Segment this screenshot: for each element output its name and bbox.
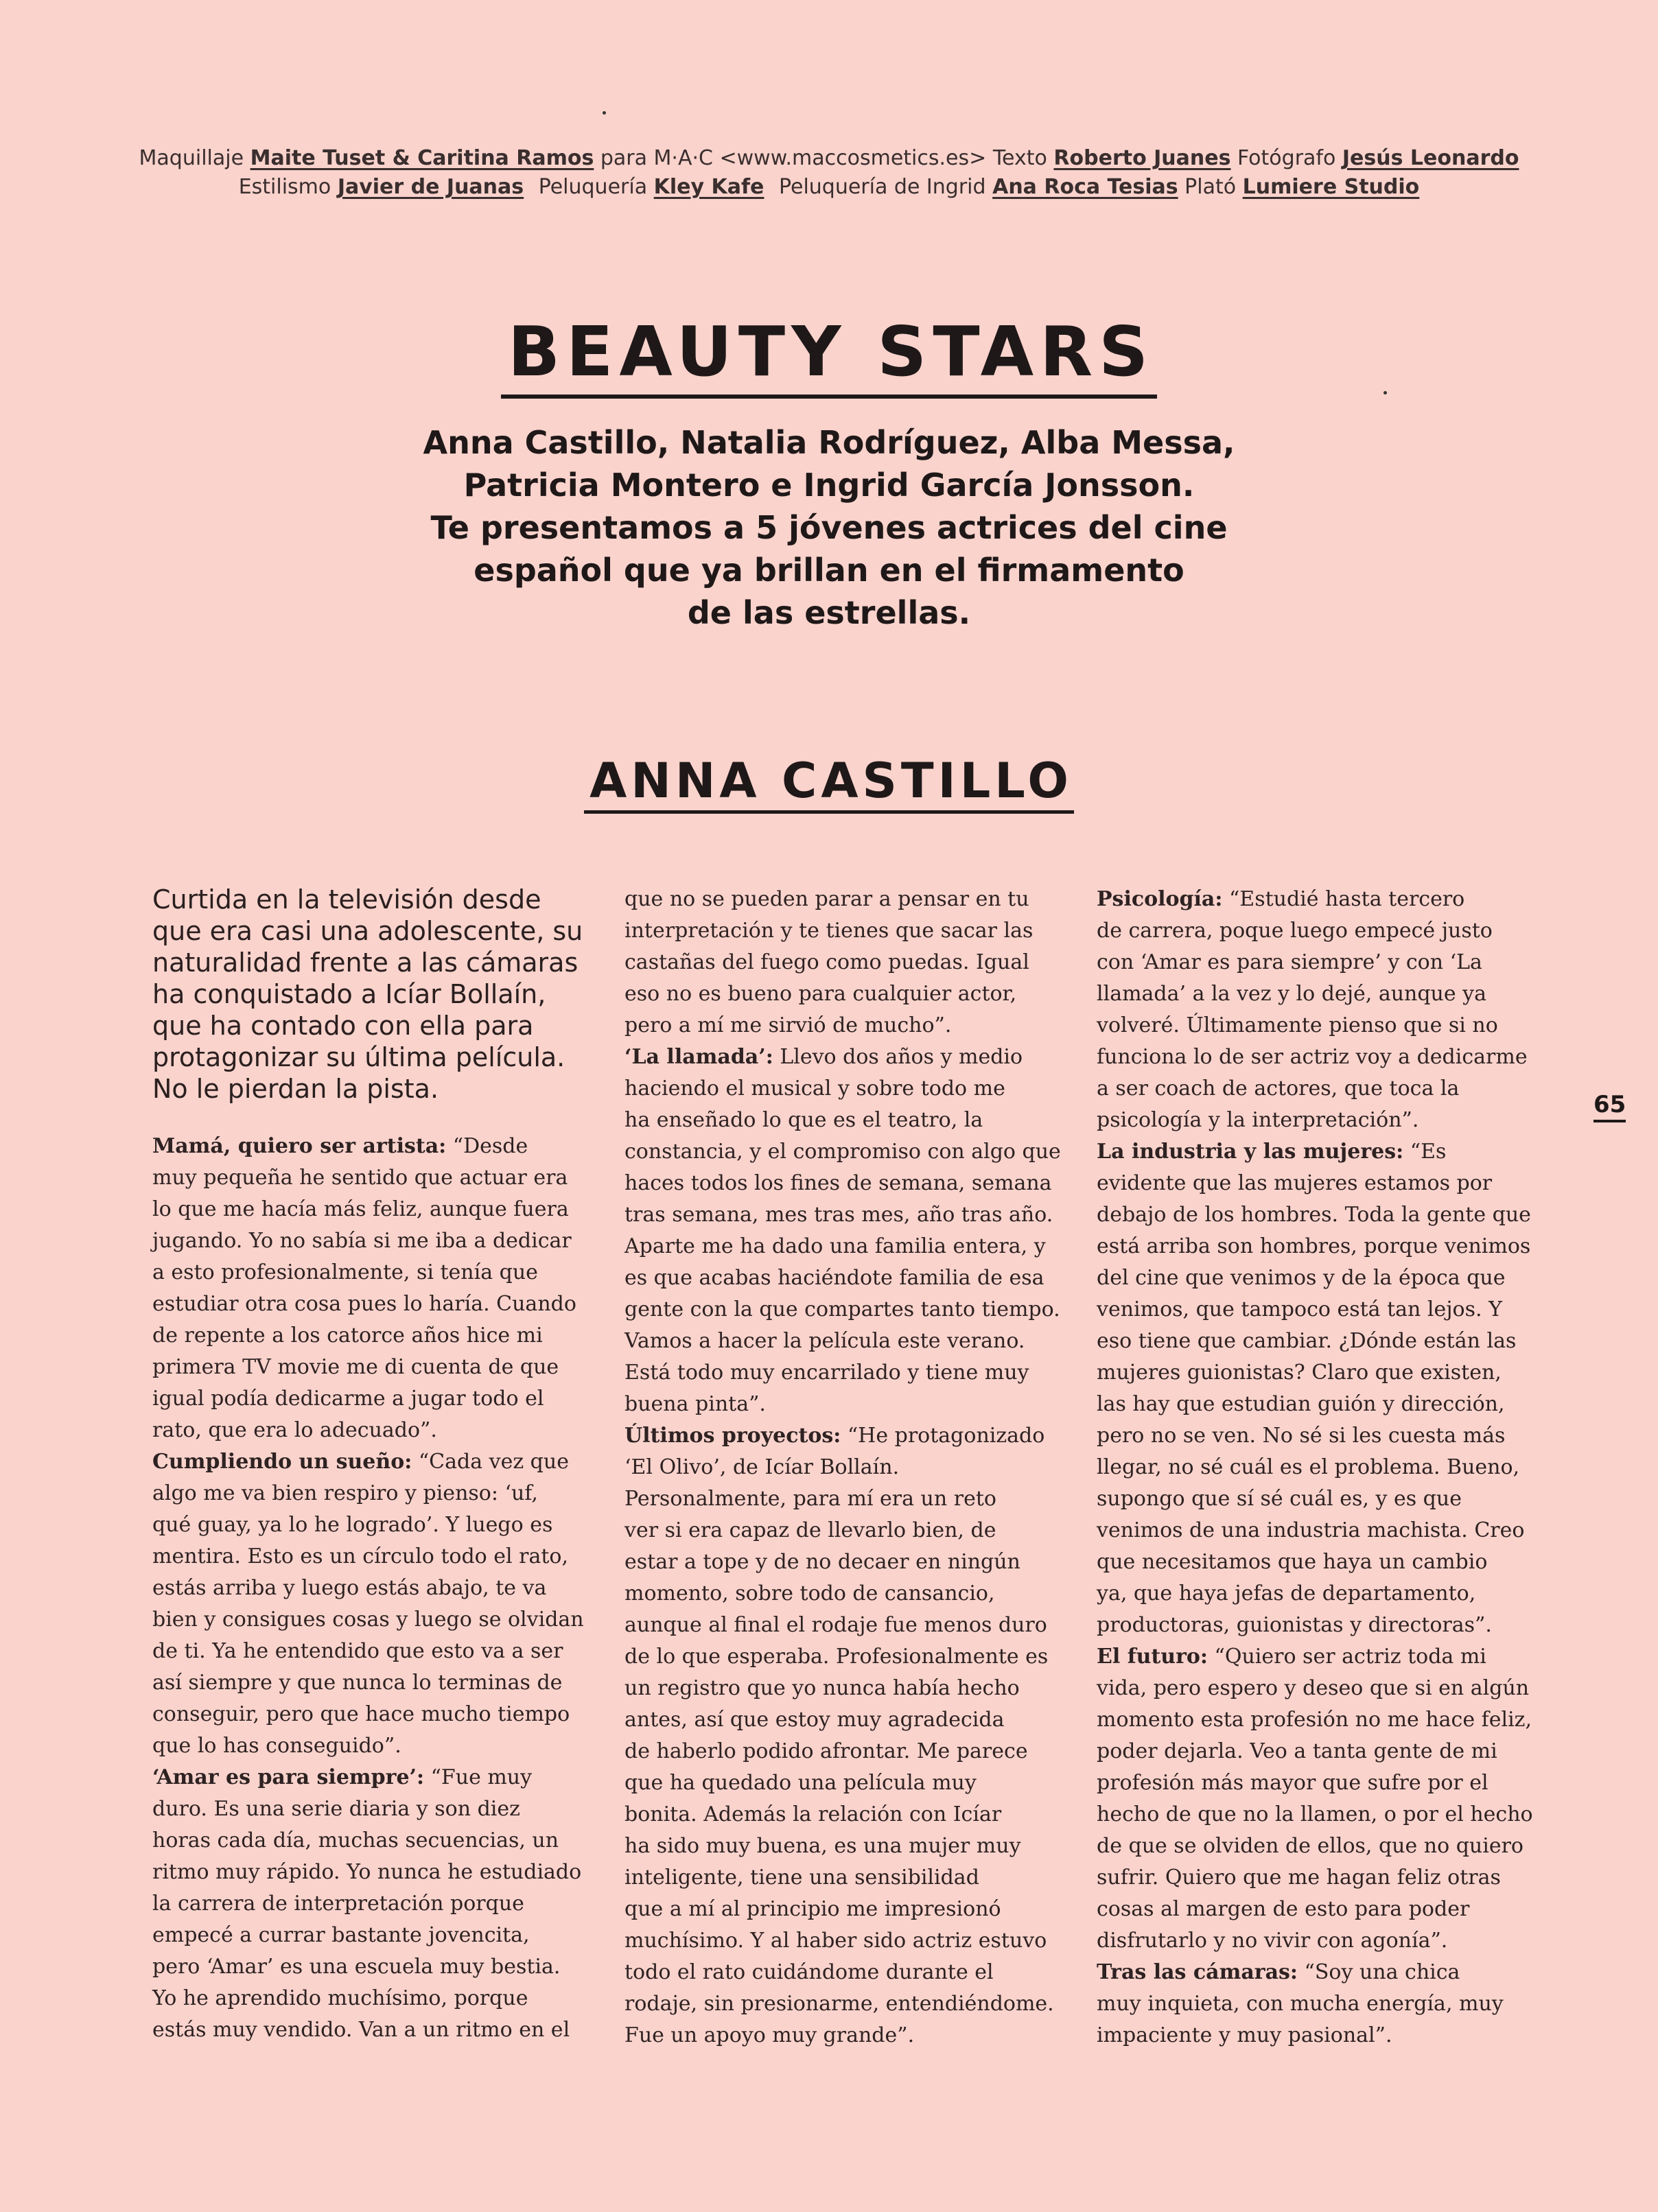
body-line: estás muy vendido. Van a un ritmo en el	[152, 2018, 570, 2042]
body-line: venimos, que tampoco está tan lejos. Y	[1097, 1297, 1502, 1321]
subheading: Tras las cámaras:	[1097, 1960, 1298, 1984]
body-line: poder dejarla. Veo a tanta gente de mi	[1097, 1739, 1497, 1763]
body-line: debajo de los hombres. Toda la gente que	[1097, 1203, 1531, 1227]
body-line: pero a mí me sirvió de mucho”.	[624, 1013, 952, 1037]
set-name: Lumiere Studio	[1242, 175, 1420, 199]
body-line: productoras, guionistas y directoras”.	[1097, 1613, 1492, 1637]
body-line: algo me va bien respiro y pienso: ‘uf,	[152, 1481, 538, 1505]
body-line: de haberlo podido afrontar. Me parece	[624, 1739, 1028, 1763]
body-line: que lo has conseguido”.	[152, 1734, 401, 1758]
intro-line: de las estrellas.	[687, 594, 971, 631]
body-line: volveré. Últimamente pienso que si no	[1097, 1013, 1498, 1037]
body-line: duro. Es una serie diaria y son diez	[152, 1797, 520, 1821]
body-line: estar a tope y de no decaer en ningún	[624, 1550, 1020, 1574]
body-line: aunque al final el rodaje fue menos duro	[624, 1613, 1047, 1637]
body-line: llegar, no sé cuál es el problema. Bueno,	[1097, 1455, 1520, 1479]
body-line: a esto profesionalmente, si tenía que	[152, 1260, 538, 1284]
body-line: cosas al margen de esto para poder	[1097, 1897, 1470, 1921]
body-line: rato, que era lo adecuado”.	[152, 1418, 437, 1442]
hair-ingrid-name: Ana Roca Tesias	[992, 175, 1178, 199]
body-line: interpretación y te tienes que sacar las	[624, 919, 1034, 943]
body-line: empecé a currar bastante jovencita,	[152, 1923, 530, 1947]
body-line: antes, así que estoy muy agradecida	[624, 1708, 1005, 1732]
body-line: vida, pero espero y deseo que si en algún	[1097, 1676, 1530, 1700]
body-line: Cumpliendo un sueño: “Cada vez que	[152, 1450, 569, 1474]
body-line: un registro que yo nunca había hecho	[624, 1676, 1020, 1700]
body-line: jugando. Yo no sabía si me iba a dedicar	[152, 1229, 572, 1253]
hair-ingrid-label: Peluquería de Ingrid	[778, 175, 986, 199]
body-line: que no se pueden parar a pensar en tu	[624, 887, 1029, 911]
body-line: muy pequeña he sentido que actuar era	[152, 1166, 568, 1190]
body-line: eso tiene que cambiar. ¿Dónde están las	[1097, 1329, 1517, 1353]
subheading: Psicología:	[1097, 887, 1223, 911]
body-line: la carrera de interpretación porque	[152, 1892, 524, 1916]
body-line: qué guay, ya lo he logrado’. Y luego es	[152, 1513, 553, 1537]
credits-line-2	[0, 173, 1658, 202]
lead-paragraph	[152, 884, 583, 1105]
intro-line: Te presentamos a 5 jóvenes actrices del cine	[430, 509, 1228, 546]
body-line: buena pinta”.	[624, 1392, 766, 1416]
lead-line: protagonizar su última película.	[152, 1042, 565, 1072]
photo-label: Fotógrafo	[1237, 146, 1336, 170]
body-line: Fue un apoyo muy grande”.	[624, 2023, 915, 2047]
body-line: horas cada día, muchas secuencias, un	[152, 1828, 559, 1852]
intro-line: Patricia Montero e Ingrid García Jonsson.	[463, 467, 1195, 504]
body-line: impaciente y muy pasional”.	[1097, 2023, 1392, 2047]
body-line: pero no se ven. No sé si les cuesta más	[1097, 1424, 1506, 1448]
body-line: tras semana, mes tras mes, año tras año.	[624, 1203, 1053, 1227]
body-line: todo el rato cuidándome durante el	[624, 1960, 994, 1984]
body-line: muchísimo. Y al haber sido actriz estuvo	[624, 1929, 1047, 1953]
body-line: bien y consigues cosas y luego se olvidan	[152, 1608, 584, 1632]
body-line: a ser coach de actores, que toca la	[1097, 1076, 1460, 1101]
body-line: muy inquieta, con mucha energía, muy	[1097, 1992, 1504, 2016]
body-line: momento esta profesión no me hace feliz,	[1097, 1708, 1532, 1732]
section-title: ANNA CASTILLO	[0, 748, 1658, 814]
body-line: Aparte me ha dado una familia entera, y	[624, 1234, 1046, 1258]
hair-label: Peluquería	[538, 175, 648, 199]
body-line: que a mí al principio me impresionó	[624, 1897, 1001, 1921]
body-line: ‘La llamada’: Llevo dos años y medio	[624, 1045, 1023, 1069]
makeup-label: Maquillaje	[139, 146, 244, 170]
body-line: llamada’ a la vez y lo dejé, aunque ya	[1097, 982, 1486, 1006]
body-line: lo que me hacía más feliz, aunque fuera	[152, 1197, 569, 1221]
body-line: estás arriba y luego estás abajo, te va	[152, 1576, 547, 1600]
subheading: Últimos proyectos:	[624, 1424, 841, 1448]
body-line: castañas del fuego como puedas. Igual	[624, 950, 1029, 974]
body-line: sufrir. Quiero que me hagan feliz otras	[1097, 1866, 1501, 1890]
set-label: Plató	[1184, 175, 1237, 199]
body-line: supongo que sí sé cuál es, y es que	[1097, 1487, 1462, 1511]
body-line: Vamos a hacer la película este verano.	[624, 1329, 1025, 1353]
lead-line: No le pierdan la pista.	[152, 1074, 439, 1104]
body-line: psicología y la interpretación”.	[1097, 1108, 1419, 1132]
body-line: haces todos los fines de semana, semana	[624, 1171, 1052, 1195]
intro-line: Anna Castillo, Natalia Rodríguez, Alba Messa,	[423, 424, 1235, 461]
body-line: de lo que esperaba. Profesionalmente es	[624, 1645, 1049, 1669]
credits-line-1	[0, 144, 1658, 173]
styling-name: Javier de Juanas	[337, 175, 524, 199]
body-line: disfrutarlo y no vivir con agonía”.	[1097, 1929, 1448, 1953]
body-line: La industria y las mujeres: “Es	[1097, 1140, 1447, 1164]
body-line: Tras las cámaras: “Soy una chica	[1097, 1960, 1460, 1984]
body-line: momento, sobre todo de cansancio,	[624, 1581, 995, 1605]
makeup-for: para M·A·C <www.maccosmetics.es>	[600, 146, 987, 170]
makeup-names: Maite Tuset & Caritina Ramos	[250, 146, 594, 170]
body-line: Psicología: “Estudié hasta tercero	[1097, 887, 1465, 911]
body-line: ha enseñado lo que es el teatro, la	[624, 1108, 983, 1132]
body-line: las hay que estudian guión y dirección,	[1097, 1392, 1505, 1416]
column-2	[624, 884, 1064, 2051]
body-line: ritmo muy rápido. Yo nunca he estudiado	[152, 1860, 582, 1884]
column-3	[1097, 884, 1536, 2051]
body-line: igual podía dedicarme a jugar todo el	[152, 1387, 544, 1411]
body-line: así siempre y que nunca lo terminas de	[152, 1671, 563, 1695]
body-line: evidente que las mujeres estamos por	[1097, 1171, 1493, 1195]
body-line: está arriba son hombres, porque venimos	[1097, 1234, 1531, 1258]
body-line: que necesitamos que haya un cambio	[1097, 1550, 1488, 1574]
body-line: ya, que haya jefas de departamento,	[1097, 1581, 1476, 1605]
body-line: El futuro: “Quiero ser actriz toda mi	[1097, 1645, 1486, 1669]
body-line: estudiar otra cosa pues lo haría. Cuando	[152, 1292, 576, 1316]
body-line: bonita. Además la relación con Icíar	[624, 1802, 1002, 1826]
page-number: 65	[1593, 1091, 1626, 1122]
body-line: rodaje, sin presionarme, entendiéndome.	[624, 1992, 1054, 2016]
lead-line: Curtida en la televisión desde	[152, 884, 541, 915]
hair-name: Kley Kafe	[653, 175, 764, 199]
intro-line: español que ya brillan en el firmamento	[474, 552, 1184, 589]
subheading: ‘La llamada’:	[624, 1045, 773, 1069]
body-line: eso no es bueno para cualquier actor,	[624, 982, 1017, 1006]
body-line: haciendo el musical y sobre todo me	[624, 1076, 1005, 1101]
lead-line: ha conquistado a Icíar Bollaín,	[152, 979, 546, 1009]
body-line: gente con la que compartes tanto tiempo.	[624, 1297, 1060, 1321]
subheading: El futuro:	[1097, 1645, 1208, 1669]
body-line: mujeres guionistas? Claro que existen,	[1097, 1361, 1502, 1385]
body-line: profesión más mayor que sufre por el	[1097, 1771, 1488, 1795]
styling-label: Estilismo	[238, 175, 331, 199]
page-title: BEAUTY STARS	[0, 307, 1658, 397]
lead-line: naturalidad frente a las cámaras	[152, 948, 579, 978]
body-line: ‘Amar es para siempre’: “Fue muy	[152, 1765, 533, 1789]
body-line: mentira. Esto es un círculo todo el rato,	[152, 1544, 569, 1568]
text-name: Roberto Juanes	[1053, 146, 1231, 170]
body-line: ha sido muy buena, es una mujer muy	[624, 1834, 1021, 1858]
body-line: funciona lo de ser actriz voy a dedicarme	[1097, 1045, 1528, 1069]
subheading: Mamá, quiero ser artista:	[152, 1134, 447, 1158]
body-line: hecho de que no la llamen, o por el hecho	[1097, 1802, 1533, 1826]
photo-name: Jesús Leonardo	[1342, 146, 1519, 170]
body-line: Mamá, quiero ser artista: “Desde	[152, 1134, 528, 1158]
body-line: conseguir, pero que hace mucho tiempo	[152, 1702, 570, 1726]
subheading: La industria y las mujeres:	[1097, 1140, 1404, 1164]
body-line: venimos de una industria machista. Creo	[1097, 1518, 1525, 1542]
subheading: Cumpliendo un sueño:	[152, 1450, 412, 1474]
body-line: constancia, y el compromiso con algo que	[624, 1140, 1061, 1164]
body-line: pero ‘Amar’ es una escuela muy bestia.	[152, 1955, 561, 1979]
body-line: primera TV movie me di cuenta de que	[152, 1355, 559, 1379]
column-1	[152, 884, 584, 2046]
body-line: ver si era capaz de llevarlo bien, de	[624, 1518, 996, 1542]
body-line: Personalmente, para mí era un reto	[624, 1487, 996, 1511]
body-line: Últimos proyectos: “He protagonizado	[624, 1424, 1045, 1448]
intro-deck	[329, 421, 1329, 634]
body-line: con ‘Amar es para siempre’ y con ‘La	[1097, 950, 1482, 974]
credits	[0, 144, 1658, 202]
body-line: de ti. Ya he entendido que esto va a ser	[152, 1639, 563, 1663]
body-line: de que se olviden de ellos, que no quiero	[1097, 1834, 1523, 1858]
lead-line: que ha contado con ella para	[152, 1011, 534, 1041]
subheading: ‘Amar es para siempre’:	[152, 1765, 425, 1789]
lead-line: que era casi una adolescente, su	[152, 916, 583, 946]
body-line: inteligente, tiene una sensibilidad	[624, 1866, 979, 1890]
body-line: del cine que venimos y de la época que	[1097, 1266, 1506, 1290]
body-line: Yo he aprendido muchísimo, porque	[152, 1986, 528, 2010]
text-label: Texto	[992, 146, 1047, 170]
speck	[603, 111, 606, 115]
body-line: de carrera, poque luego empecé justo	[1097, 919, 1493, 943]
body-line: ‘El Olivo’, de Icíar Bollaín.	[624, 1455, 900, 1479]
body-line: de repente a los catorce años hice mi	[152, 1323, 543, 1348]
body-line: que ha quedado una película muy	[624, 1771, 977, 1795]
body-line: Está todo muy encarrilado y tiene muy	[624, 1361, 1029, 1385]
body-line: es que acabas haciéndote familia de esa	[624, 1266, 1044, 1290]
